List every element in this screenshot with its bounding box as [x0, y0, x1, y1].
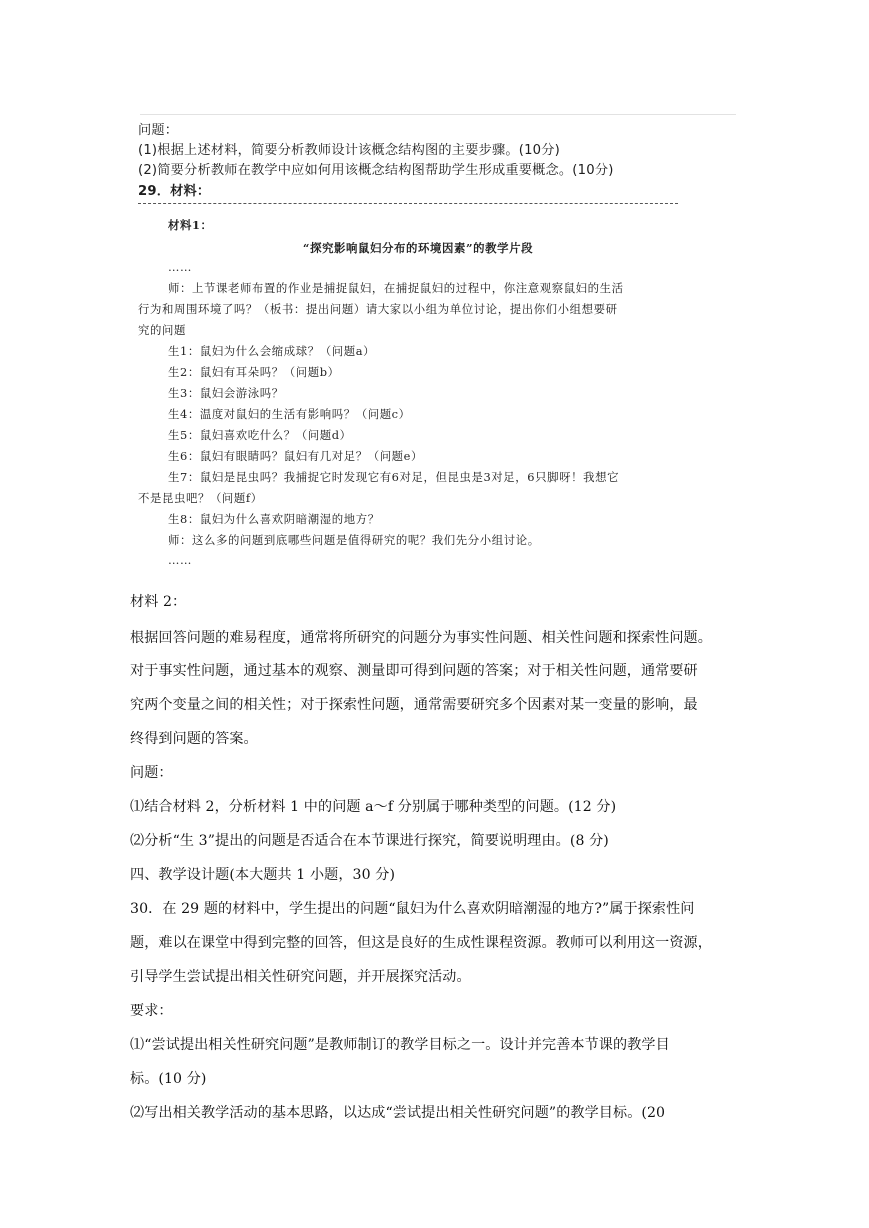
material-2-paragraph-line-3: 究两个变量之间的相关性；对于探索性问题，通常需要研究多个因素对某一变量的影响，最: [130, 697, 698, 713]
question-1: ⑴结合材料 2，分析材料 1 中的问题 a～f 分别属于哪种类型的问题。(12 分): [130, 799, 617, 815]
teacher-line-2: 行为和周围环境了吗？（板书：提出问题）请大家以小组为单位讨论，提出你们小组想要研: [138, 302, 618, 316]
student-4: 生4：温度对鼠妇的生活有影响吗？（问题c）: [168, 407, 411, 421]
teacher-line-1: 师：上节课老师布置的作业是捕捉鼠妇，在捕捉鼠妇的过程中，你注意观察鼠妇的生活: [168, 281, 624, 295]
material-2-paragraph-line-1: 根据回答问题的难易程度，通常将所研究的问题分为事实性问题、相关性问题和探索性问题。: [130, 630, 712, 646]
scan-question-29: 29．材料：: [138, 184, 211, 199]
student-7-line-1: 生7：鼠妇是昆虫吗？我捕捉它时发现它有6对足，但昆虫是3对足，6只脚呀！我想它: [168, 470, 620, 484]
questions-heading: 问题：: [130, 765, 173, 781]
scan-questions-label: 问题：: [138, 123, 179, 138]
teacher-closing: 师：这么多的问题到底哪些问题是值得研究的呢？我们先分小组讨论。: [168, 533, 540, 547]
student-1: 生1：鼠妇为什么会缩成球？（问题a）: [168, 344, 376, 358]
question-30-line-3: 引导学生尝试提出相关性研究问题，并开展探究活动。: [130, 969, 471, 985]
ellipsis-top: ……: [168, 260, 192, 274]
student-8: 生8：鼠妇为什么喜欢阴暗潮湿的地方？: [168, 512, 380, 526]
requirements-heading: 要求：: [130, 1003, 173, 1019]
material-1-label: 材料1：: [168, 218, 213, 232]
student-5: 生5：鼠妇喜欢吃什么？（问题d）: [168, 428, 352, 442]
question-30-line-2: 题，难以在课堂中得到完整的回答，但这是良好的生成性课程资源。教师可以利用这一资源，: [130, 935, 712, 951]
scanned-excerpt: [138, 112, 738, 567]
question-2: ⑵分析“生 3”提出的问题是否适合在本节课进行探究，简要说明理由。(8 分): [130, 833, 609, 849]
material-2-paragraph-line-4: 终得到问题的答案。: [130, 731, 258, 747]
scan-dashed-divider: [138, 203, 678, 204]
requirement-2: ⑵写出相关教学活动的基本思路，以达成“尝试提出相关性研究问题”的教学目标。(20: [130, 1105, 666, 1121]
material-2-paragraph-line-2: 对于事实性问题，通过基本的观察、测量即可得到问题的答案；对于相关性问题，通常要研: [130, 663, 698, 679]
scan-top-edge: [140, 114, 736, 115]
section-4-heading: 四、教学设计题(本大题共 1 小题，30 分): [130, 867, 396, 883]
requirement-1-line-2: 标。(10 分): [130, 1071, 207, 1087]
student-7-line-2: 不是昆虫吧？（问题f）: [138, 491, 263, 505]
requirement-1-line-1: ⑴“尝试提出相关性研究问题”是教师制订的教学目标之一。设计并完善本节课的教学目: [130, 1037, 670, 1053]
ellipsis-bottom: ……: [168, 553, 192, 567]
material-2-label: 材料 2：: [130, 594, 187, 610]
excerpt-title: “探究影响鼠妇分布的环境因素”的教学片段: [302, 241, 534, 255]
scan-question-2: (2)简要分析教师在教学中应如何用该概念结构图帮助学生形成重要概念。(10分): [138, 163, 614, 178]
student-6: 生6：鼠妇有眼睛吗？鼠妇有几对足？（问题e）: [168, 449, 424, 463]
scan-question-1: (1)根据上述材料，简要分析教师设计该概念结构图的主要步骤。(10分): [138, 143, 560, 158]
student-3: 生3：鼠妇会游泳吗？: [168, 386, 284, 400]
teacher-line-3: 究的问题: [138, 323, 186, 337]
question-30-line-1: 30．在 29 题的材料中，学生提出的问题“鼠妇为什么喜欢阴暗潮湿的地方?”属于探索性问: [130, 901, 695, 917]
student-2: 生2：鼠妇有耳朵吗？（问题b）: [168, 365, 340, 379]
